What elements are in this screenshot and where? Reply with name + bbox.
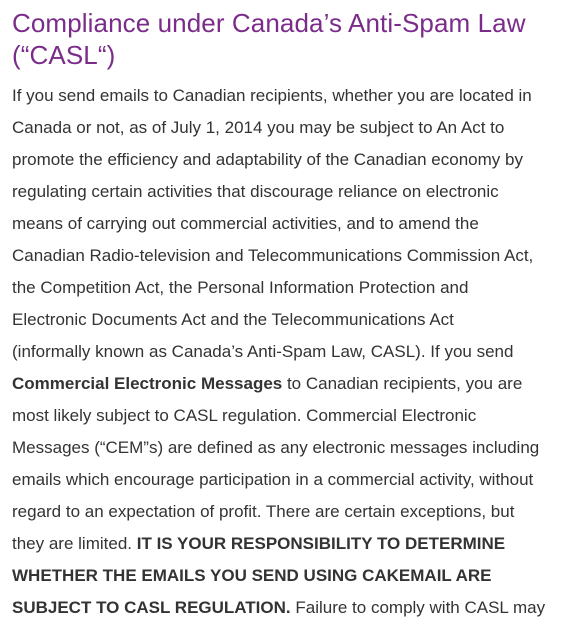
paragraph-line: Electronic Documents Act and the Telecommunications Act bbox=[12, 310, 454, 329]
page-title bbox=[12, 6, 564, 70]
paragraph-line bbox=[12, 592, 564, 624]
title-line-1: Compliance under Canada’s Anti-Spam Law bbox=[12, 8, 526, 38]
paragraph-line bbox=[12, 528, 564, 560]
bold-warning: IT IS YOUR RESPONSIBILITY TO DETERMINE bbox=[136, 534, 506, 553]
paragraph-line: regulating certain activities that discourage reliance on electronic bbox=[12, 182, 499, 201]
paragraph-line: promote the efficiency and adaptability of the Canadian economy by bbox=[12, 150, 523, 169]
bold-term-cem: Commercial Electronic Messages bbox=[12, 374, 283, 393]
paragraph-line: regard to an expectation of profit. There are certain exceptions, but bbox=[12, 502, 515, 521]
paragraph-line: Canadian Radio-television and Telecommunications Commission Act, bbox=[12, 246, 534, 265]
paragraph-text: to Canadian recipients, you are bbox=[282, 374, 523, 393]
paragraph-line: emails which encourage participation in a commercial activity, without bbox=[12, 470, 534, 489]
paragraph-line: Messages (“CEM”s) are defined as any electronic messages including bbox=[12, 438, 540, 457]
paragraph-text: Failure to comply with CASL may bbox=[290, 598, 546, 617]
bold-warning-line: WHETHER THE EMAILS YOU SEND USING CAKEMAIL ARE bbox=[12, 566, 492, 585]
bold-warning: SUBJECT TO CASL REGULATION. bbox=[12, 598, 291, 617]
paragraph-line: Canada or not, as of July 1, 2014 you may be subject to An Act to bbox=[12, 118, 505, 137]
paragraph-line: the Competition Act, the Personal Information Protection and bbox=[12, 278, 469, 297]
paragraph-line: If you send emails to Canadian recipients, whether you are located in bbox=[12, 86, 532, 105]
paragraph-text: they are limited. bbox=[12, 534, 137, 553]
article bbox=[12, 0, 564, 624]
paragraph-line: most likely subject to CASL regulation. Commercial Electronic bbox=[12, 406, 477, 425]
paragraph-line: (informally known as Canada’s Anti-Spam Law, CASL). If you send bbox=[12, 342, 514, 361]
body-paragraph bbox=[12, 80, 564, 624]
title-line-2: (“CASL“) bbox=[12, 40, 116, 70]
paragraph-line: means of carrying out commercial activities, and to amend the bbox=[12, 214, 479, 233]
paragraph-line bbox=[12, 368, 564, 400]
